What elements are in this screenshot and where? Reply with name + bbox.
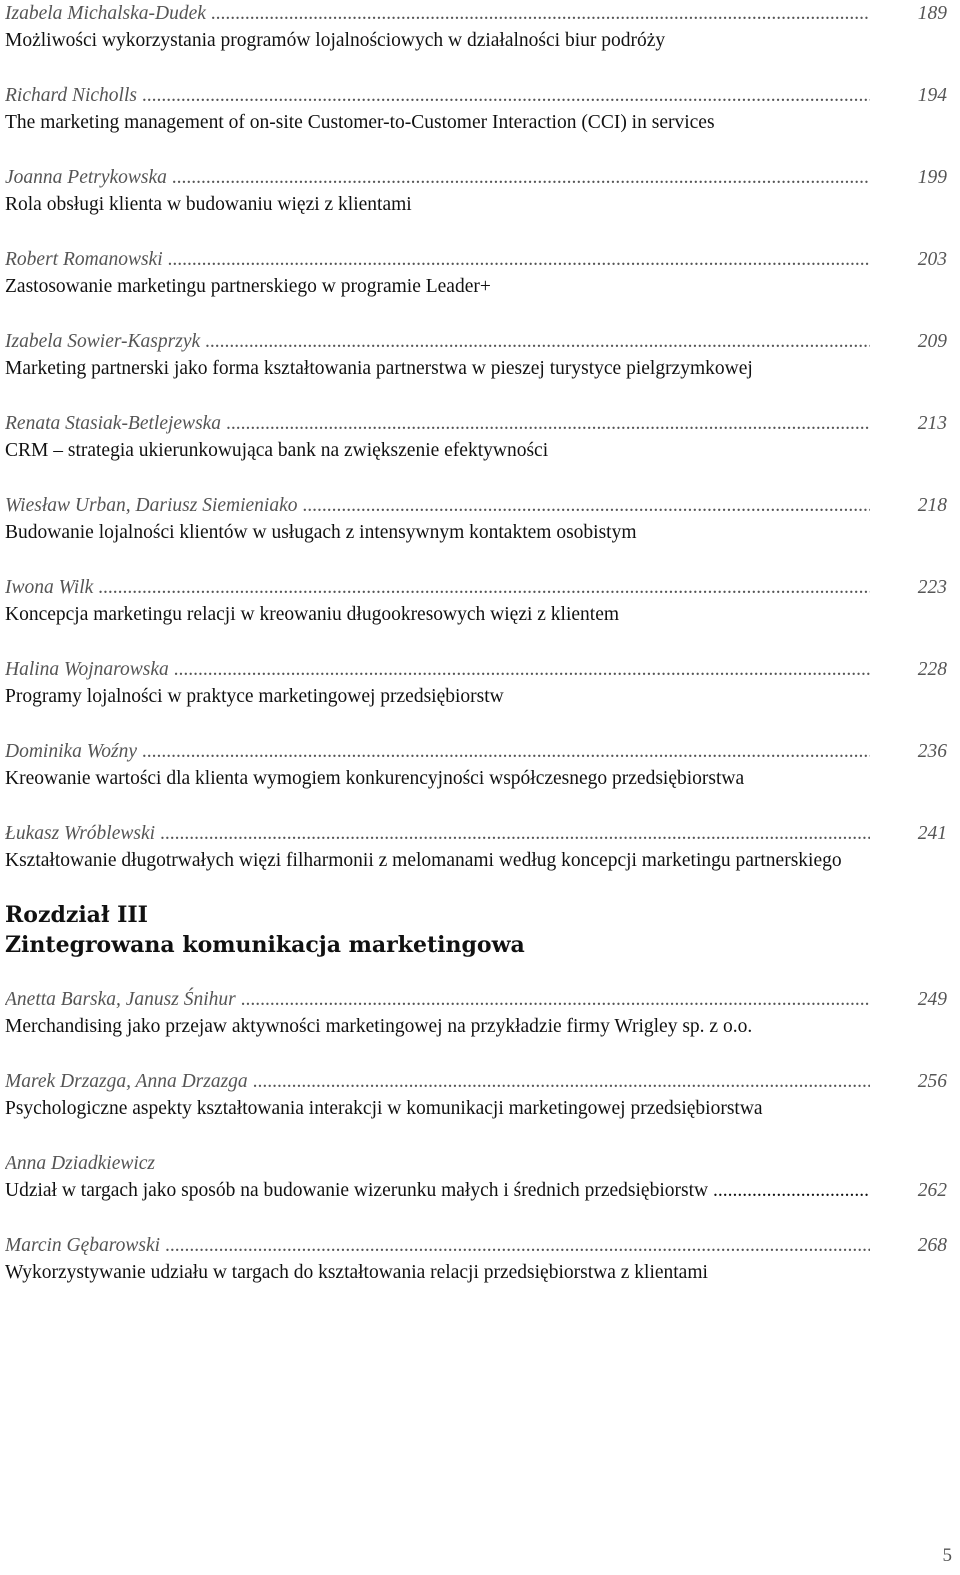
toc-page-number: 203 [917,249,947,270]
toc-author: Anetta Barska, Janusz Śnihur ..... [5,986,870,1013]
toc-page-number: 199 [917,167,947,188]
toc-title: Kreowanie wartości dla klienta wymogiem konkurencyjności współczesnego przedsiębiorstwa [5,768,745,789]
toc-page-number: 228 [917,659,947,680]
toc-entry [5,0,947,54]
toc-author: Iwona Wilk ..... [5,574,870,601]
toc-author: Anna Dziadkiewicz [5,1153,156,1174]
toc-entry [5,82,947,136]
table-of-contents [5,0,947,1314]
toc-page-number: 249 [917,989,947,1010]
toc-author-row [5,492,947,519]
toc-entry [5,246,947,300]
toc-author-row [5,986,947,1013]
toc-title: Zastosowanie marketingu partnerskiego w programie Leader+ [5,276,491,297]
toc-author: Dominika Woźny ..... [5,738,870,765]
toc-title: Rola obsługi klienta w budowaniu więzi z klientami [5,194,412,215]
toc-title: Merchandising jako przejaw aktywności marketingowej na przykładzie firmy Wrigley sp. z o.o. [5,1016,753,1037]
toc-entry [5,656,947,710]
toc-author-row [5,410,947,437]
toc-title: The marketing management of on-site Customer-to-Customer Interaction (CCI) in services [5,112,715,133]
toc-title: Kształtowanie długotrwałych więzi filharmonii z melomanami według koncepcji marketingu partnerskiego [5,850,842,871]
toc-page-number: 209 [917,331,947,352]
toc-entry [5,986,947,1040]
toc-author: Łukasz Wróblewski ..... [5,820,870,847]
toc-title: Psychologiczne aspekty kształtowania interakcji w komunikacji marketingowej przedsiębiorstwa [5,1098,763,1119]
toc-entry [5,410,947,464]
toc-author-row [5,0,947,27]
toc-title: Marketing partnerski jako forma kształtowania partnerstwa w pieszej turystyce pielgrzymkowej [5,358,753,379]
toc-author-row [5,164,947,191]
toc-title: Możliwości wykorzystania programów lojalnościowych w działalności biur podróży [5,30,666,51]
toc-page-number: 218 [917,495,947,516]
toc-author: Marcin Gębarowski ..... [5,1232,870,1259]
toc-title: Budowanie lojalności klientów w usługach z intensywnym kontaktem osobistym [5,522,637,543]
toc-author: Joanna Petrykowska ..... [5,164,870,191]
toc-author: Renata Stasiak-Betlejewska ..... [5,410,870,437]
toc-author: Wiesław Urban, Dariusz Siemieniako ..... [5,492,870,519]
chapter-heading [5,900,947,960]
toc-author-row [5,574,947,601]
page-number: 5 [942,1545,952,1566]
toc-page-number: 213 [917,413,947,434]
toc-author-row [5,328,947,355]
toc-author-row [5,656,947,683]
toc-author: Marek Drzazga, Anna Drzazga ..... [5,1068,870,1095]
chapter-title: Zintegrowana komunikacja marketingowa [5,932,525,958]
toc-entry [5,574,947,628]
toc-title: CRM – strategia ukierunkowująca bank na zwiększenie efektywności [5,440,549,461]
toc-entry [5,328,947,382]
toc-page-number: 268 [917,1235,947,1256]
toc-page-number: 236 [917,741,947,762]
toc-entry [5,1068,947,1122]
toc-author-row [5,1068,947,1095]
toc-title: Programy lojalności w praktyce marketingowej przedsiębiorstw [5,686,504,707]
toc-page-number: 256 [917,1071,947,1092]
toc-author: Izabela Sowier-Kasprzyk ..... [5,328,870,355]
toc-author-row [5,738,947,765]
toc-title: Koncepcja marketingu relacji w kreowaniu długookresowych więzi z klientem [5,604,620,625]
toc-title: Udział w targach jako sposób na budowanie wizerunku małych i średnich przedsiębiorstw ..... [5,1177,870,1204]
toc-author: Izabela Michalska-Dudek ..... [5,0,870,27]
toc-entry [5,738,947,792]
toc-title: Wykorzystywanie udziału w targach do kształtowania relacji przedsiębiorstwa z klientami [5,1262,708,1283]
toc-entry [5,492,947,546]
chapter-label: Rozdział III [5,902,148,928]
toc-entry [5,820,947,874]
toc-page-number: 189 [917,3,947,24]
toc-page-number: 262 [917,1180,947,1201]
toc-author: Robert Romanowski ..... [5,246,870,273]
toc-author-row [5,820,947,847]
toc-author-row [5,1150,947,1177]
toc-page-number: 223 [917,577,947,598]
toc-entry [5,164,947,218]
toc-entry [5,1150,947,1204]
toc-author-row [5,246,947,273]
toc-title-row [5,1177,947,1204]
toc-author: Richard Nicholls ..... [5,82,870,109]
toc-page-number: 241 [917,823,947,844]
toc-author: Halina Wojnarowska ..... [5,656,870,683]
toc-entry [5,1232,947,1286]
toc-page-number: 194 [917,85,947,106]
toc-author-row [5,1232,947,1259]
toc-author-row [5,82,947,109]
